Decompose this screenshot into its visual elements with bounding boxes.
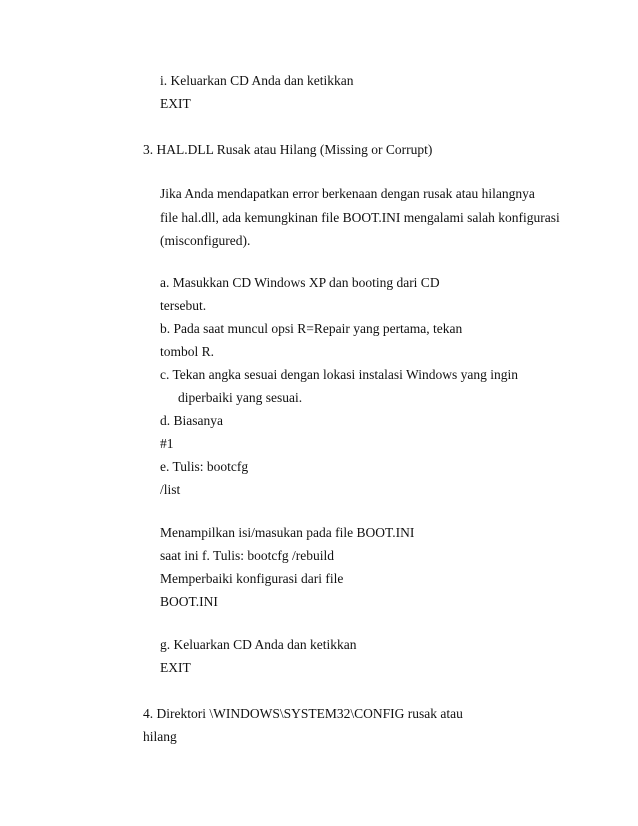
paragraph-line: BOOT.INI [160, 594, 218, 609]
step-c: c. Tekan angka sesuai dengan lokasi instalasi Windows yang ingin [160, 367, 518, 382]
step-d-value: #1 [160, 436, 174, 451]
exit-command: EXIT [160, 660, 191, 675]
section-heading-4-continued: hilang [143, 729, 177, 744]
step-f: saat ini f. Tulis: bootcfg /rebuild [160, 548, 334, 563]
paragraph-line: file hal.dll, ada kemungkinan file BOOT.INI mengalami salah konfigurasi [160, 210, 560, 225]
paragraph-line: Menampilkan isi/masukan pada file BOOT.INI [160, 525, 415, 540]
step-b: b. Pada saat muncul opsi R=Repair yang pertama, tekan [160, 321, 463, 336]
section-heading-3: 3. HAL.DLL Rusak atau Hilang (Missing or Corrupt) [143, 142, 433, 157]
exit-command: EXIT [160, 96, 191, 111]
step-e: e. Tulis: bootcfg [160, 459, 249, 474]
paragraph-line: Jika Anda mendapatkan error berkenaan dengan rusak atau hilangnya [160, 186, 535, 201]
step-e-continued: /list [160, 482, 181, 497]
step-g: g. Keluarkan CD Anda dan ketikkan [160, 637, 357, 652]
paragraph-line: Memperbaiki konfigurasi dari file [160, 571, 344, 586]
step-b-continued: tombol R. [160, 344, 215, 359]
section-heading-4: 4. Direktori \WINDOWS\SYSTEM32\CONFIG rusak atau [143, 706, 463, 721]
step-a-continued: tersebut. [160, 298, 207, 313]
step-i-keluarkan-cd: i. Keluarkan CD Anda dan ketikkan [160, 73, 354, 88]
step-c-continued: diperbaiki yang sesuai. [178, 390, 303, 405]
paragraph-line: (misconfigured). [160, 233, 251, 248]
step-a: a. Masukkan CD Windows XP dan booting dari CD [160, 275, 440, 290]
step-d: d. Biasanya [160, 413, 223, 428]
